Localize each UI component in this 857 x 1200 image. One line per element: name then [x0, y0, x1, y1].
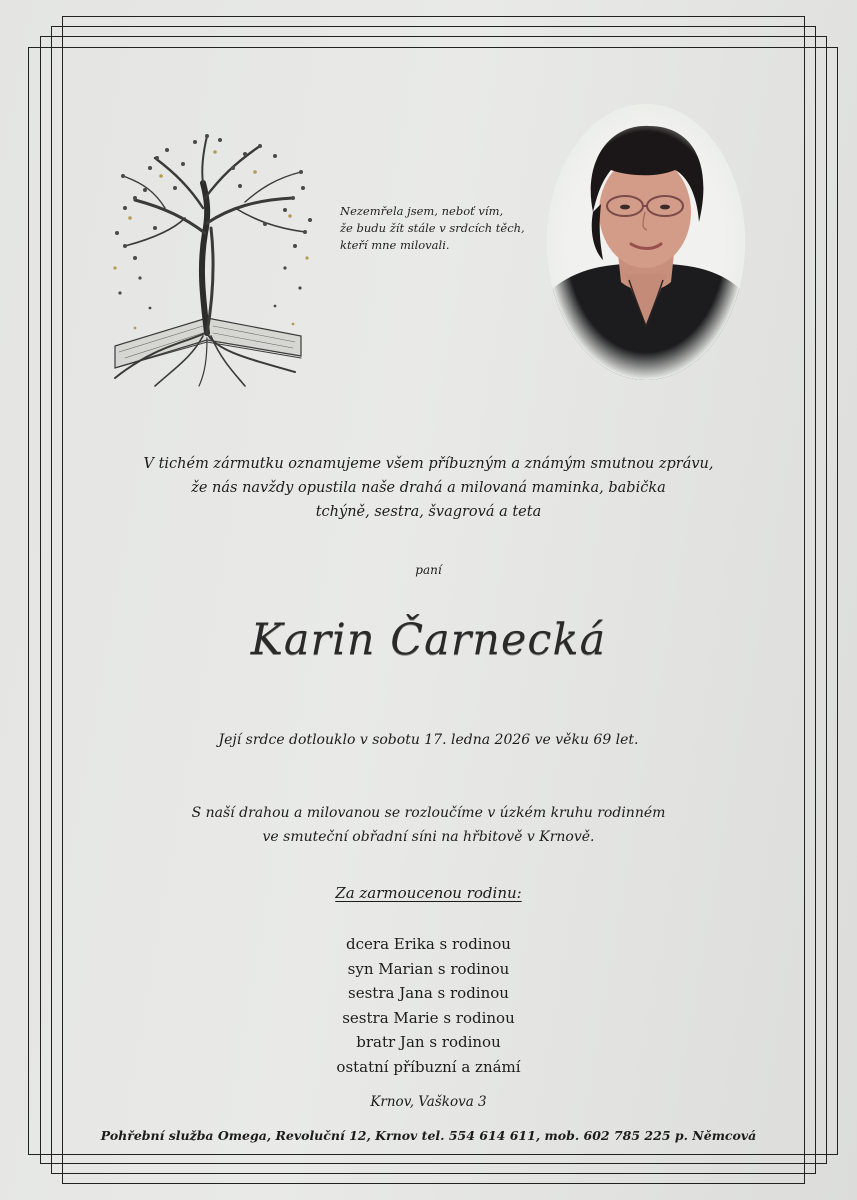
announcement-text [0, 452, 857, 524]
family-member: bratr Jan s rodinou [356, 1033, 501, 1051]
family-heading: Za zarmoucenou rodinu: [335, 884, 522, 902]
tree-on-book-illustration [95, 128, 327, 390]
verse-line: že budu žít stále v srdcích těch, [340, 221, 525, 235]
deceased-name: Karin Čarnecká [250, 615, 607, 665]
family-members-list [0, 932, 857, 1079]
verse-line: Nezemřela jsem, neboť vím, [340, 204, 504, 218]
farewell-line: ve smuteční obřadní síni na hřbitově v Krnově. [262, 829, 595, 845]
announcement-line: že nás navždy opustila naše drahá a milovaná maminka, babička [191, 480, 666, 496]
family-member: sestra Marie s rodinou [342, 1008, 515, 1027]
funeral-service-info: Pohřební služba Omega, Revoluční 12, Krnov tel. 554 614 611, mob. 602 785 225 p. Němcová [100, 1128, 757, 1143]
family-member: sestra Jana s rodinou [348, 984, 509, 1002]
deceased-portrait [547, 104, 745, 380]
farewell-text [0, 801, 857, 849]
family-member: syn Marian s rodinou [347, 959, 510, 978]
announcement-line: tchýně, sestra, švagrová a teta [315, 504, 542, 520]
memorial-verse [340, 203, 550, 254]
death-notice: Její srdce dotlouklo v sobotu 17. ledna 2026 ve věku 69 let. [218, 732, 639, 748]
salutation: paní [415, 563, 442, 577]
verse-line: kteří mne milovali. [340, 238, 450, 252]
family-member: ostatní příbuzní a známí [336, 1057, 521, 1076]
family-address: Krnov, Vaškova 3 [370, 1094, 487, 1110]
family-member: dcera Erika s rodinou [346, 935, 511, 953]
farewell-line: S naší drahou a milovanou se rozloučíme v úzkém kruhu rodinném [191, 805, 666, 821]
announcement-line: V tichém zármutku oznamujeme všem příbuzným a známým smutnou zprávu, [143, 456, 714, 472]
